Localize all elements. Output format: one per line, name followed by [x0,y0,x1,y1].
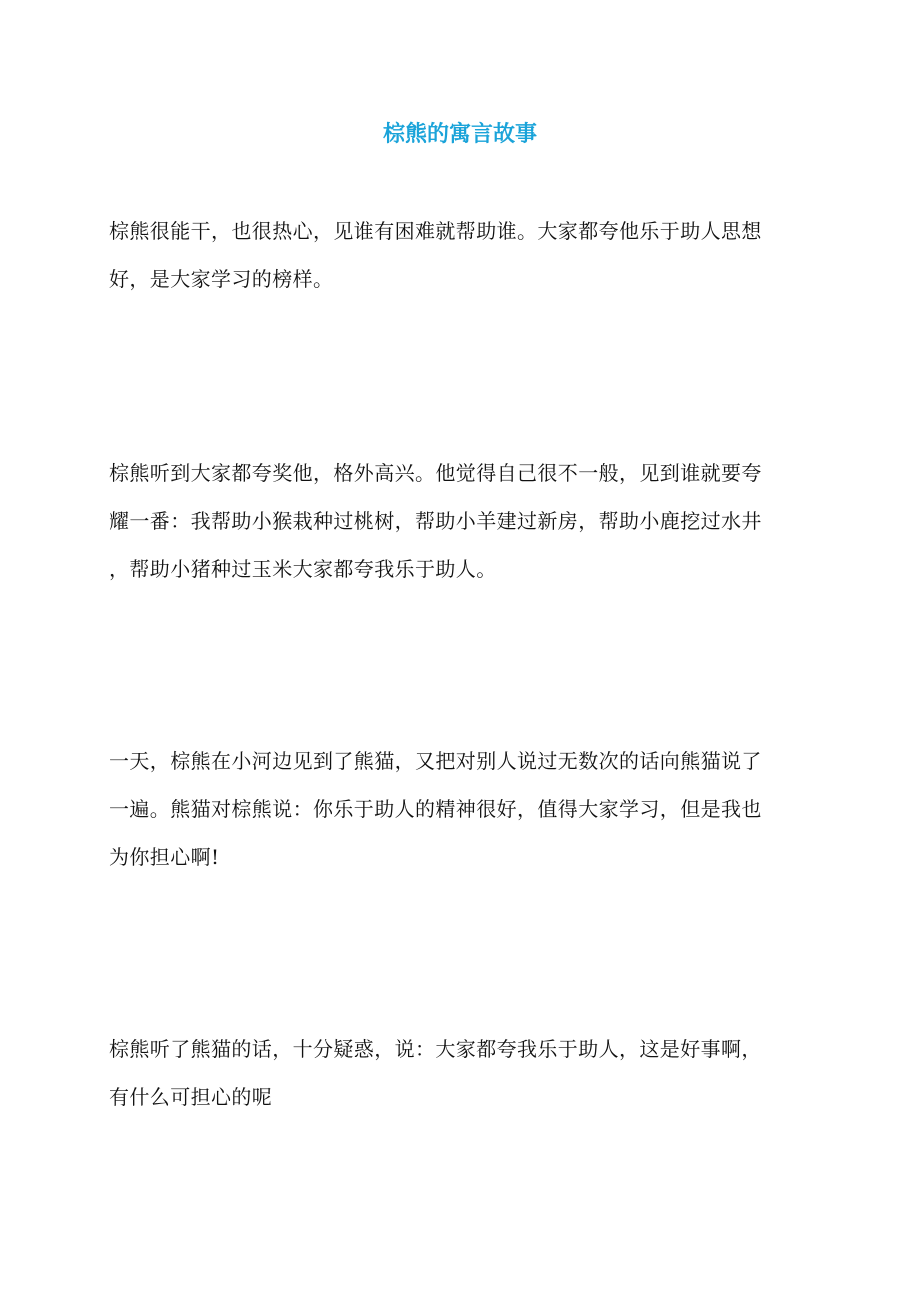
paragraph-line: 好，是大家学习的榜样。 [109,267,334,291]
paragraph-line: 一天，棕熊在小河边见到了熊猫，又把对别人说过无数次的话向熊猫说了 [109,749,762,773]
paragraph-line: 棕熊听了熊猫的话，十分疑惑，说：大家都夸我乐于助人，这是好事啊， [109,1037,762,1061]
paragraph-3 [109,737,809,881]
paragraph-line: 有什么可担心的呢 [109,1085,273,1109]
paragraph-line: 棕熊听到大家都夸奖他，格外高兴。他觉得自己很不一般，见到谁就要夸 [109,461,762,485]
paragraph-line: 为你担心啊! [109,845,220,869]
paragraph-4 [109,1025,809,1121]
paragraph-line: 一遍。熊猫对棕熊说：你乐于助人的精神很好，值得大家学习，但是我也 [109,797,762,821]
paragraph-2 [109,449,809,593]
paragraph-line: ，帮助小猪种过玉米大家都夸我乐于助人。 [109,557,497,581]
paragraph-line: 棕熊很能干，也很热心，见谁有困难就帮助谁。大家都夸他乐于助人思想 [109,219,762,243]
page-title: 棕熊的寓言故事 [382,121,537,147]
paragraph-line: 耀一番：我帮助小猴栽种过桃树，帮助小羊建过新房，帮助小鹿挖过水井 [109,509,762,533]
paragraph-1 [109,207,809,303]
